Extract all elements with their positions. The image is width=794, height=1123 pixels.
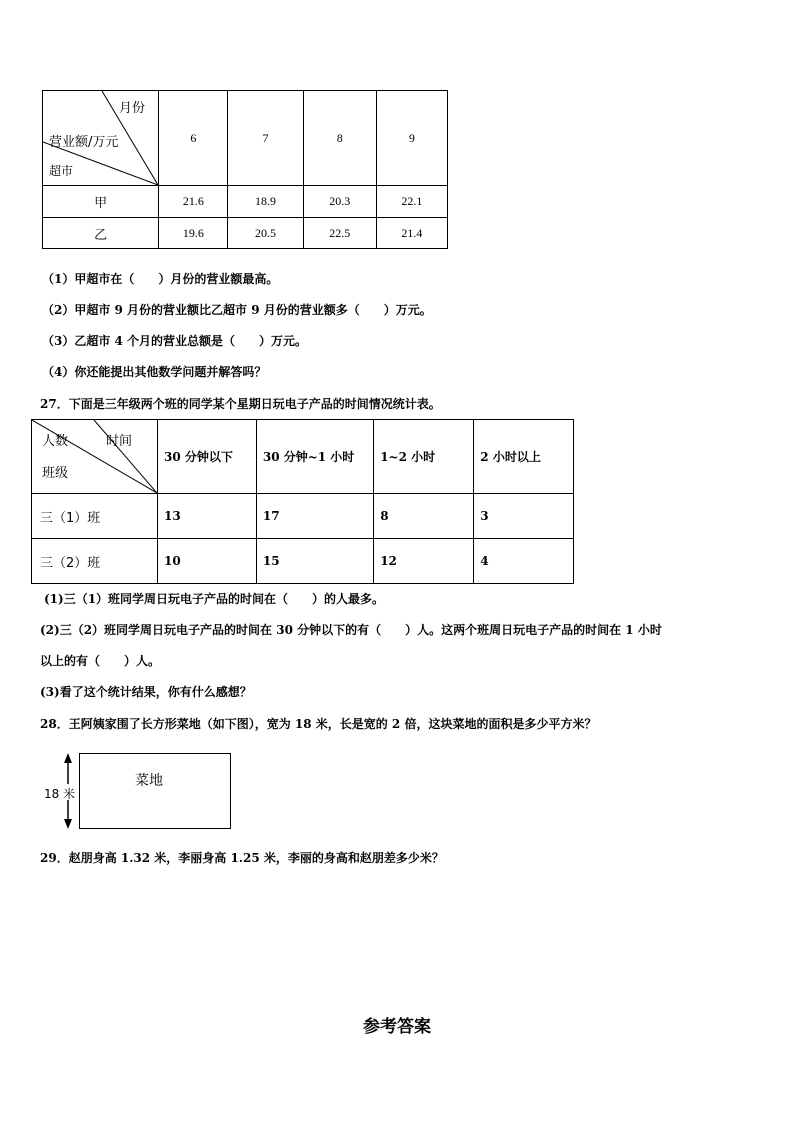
table-cell: 8: [374, 494, 474, 539]
table-row: [43, 218, 448, 249]
table-cell: 10: [158, 539, 257, 584]
table-cell: 22.5: [303, 218, 376, 249]
q26-sub3: （3）乙超市 4 个月的营业总额是（ ）万元。: [42, 334, 308, 348]
store-label: 甲: [43, 186, 159, 218]
time-column-header: 30 分钟~1 小时: [256, 420, 373, 494]
vegetable-plot-rectangle: [79, 753, 231, 829]
table-cell: 13: [158, 494, 257, 539]
vegetable-plot-figure: [40, 750, 235, 832]
store-label: 乙: [43, 218, 159, 249]
table-cell: 20.5: [228, 218, 303, 249]
month-header: 9: [376, 91, 447, 186]
table-cell: 3: [474, 494, 574, 539]
q27-title: 27．下面是三年级两个班的同学某个星期日玩电子产品的时间情况统计表。: [40, 397, 441, 411]
table-cell: 15: [256, 539, 373, 584]
answer-heading: 参考答案: [363, 1017, 431, 1037]
month-header: 6: [159, 91, 228, 186]
table-row: [32, 494, 574, 539]
width-label: 18 米: [44, 787, 76, 801]
table-row: [32, 539, 574, 584]
class-label: 三（2）班: [32, 539, 158, 584]
screen-time-table: [31, 419, 574, 584]
table-cell: 21.6: [159, 186, 228, 218]
q27-sub3: (3)看了这个统计结果，你有什么感想？: [40, 685, 252, 699]
month-header: 7: [228, 91, 303, 186]
corner-class-label: 班级: [42, 466, 69, 481]
table-cell: 22.1: [376, 186, 447, 218]
sales-table: [42, 90, 448, 249]
screen-time-table-corner: [32, 420, 158, 494]
table-cell: 20.3: [303, 186, 376, 218]
q27-sub2-line2: 以上的有（ ）人。: [40, 654, 161, 668]
corner-month-label: 月份: [119, 101, 146, 116]
q28-text: 28．王阿姨家围了长方形菜地（如下图），宽为 18 米，长是宽的 2 倍，这块菜地的面积是多少平方米？: [40, 717, 597, 731]
table-cell: 4: [474, 539, 574, 584]
q26-sub1: （1）甲超市在（ ）月份的营业额最高。: [42, 272, 279, 286]
table-cell: 19.6: [159, 218, 228, 249]
q29-text: 29．赵朋身高 1.32 米，李丽身高 1.25 米，李丽的身高和赵朋差多少米？: [40, 851, 444, 865]
time-column-header: 2 小时以上: [474, 420, 574, 494]
corner-revenue-label: 营业额/万元: [49, 135, 119, 150]
q27-sub1: (1)三（1）班同学周日玩电子产品的时间在（ ）的人最多。: [44, 592, 385, 606]
q27-sub2-line1: (2)三（2）班同学周日玩电子产品的时间在 30 分钟以下的有（ ）人。这两个班周日玩电子产品的时间在 1 小时: [40, 623, 662, 637]
table-row: [43, 186, 448, 218]
class-label: 三（1）班: [32, 494, 158, 539]
corner-people-label: 人数: [42, 434, 69, 449]
month-header: 8: [303, 91, 376, 186]
vegetable-plot-label: 菜地: [135, 773, 163, 789]
time-column-header: 30 分钟以下: [158, 420, 257, 494]
sales-table-corner: [43, 91, 159, 186]
q26-sub4: （4）你还能提出其他数学问题并解答吗？: [42, 365, 267, 379]
table-cell: 12: [374, 539, 474, 584]
corner-store-label: 超市: [49, 164, 74, 178]
time-column-header: 1~2 小时: [374, 420, 474, 494]
table-cell: 18.9: [228, 186, 303, 218]
table-cell: 21.4: [376, 218, 447, 249]
q26-sub2: （2）甲超市 9 月份的营业额比乙超市 9 月份的营业额多（ ）万元。: [42, 303, 432, 317]
corner-time-label: 时间: [106, 434, 133, 449]
table-cell: 17: [256, 494, 373, 539]
